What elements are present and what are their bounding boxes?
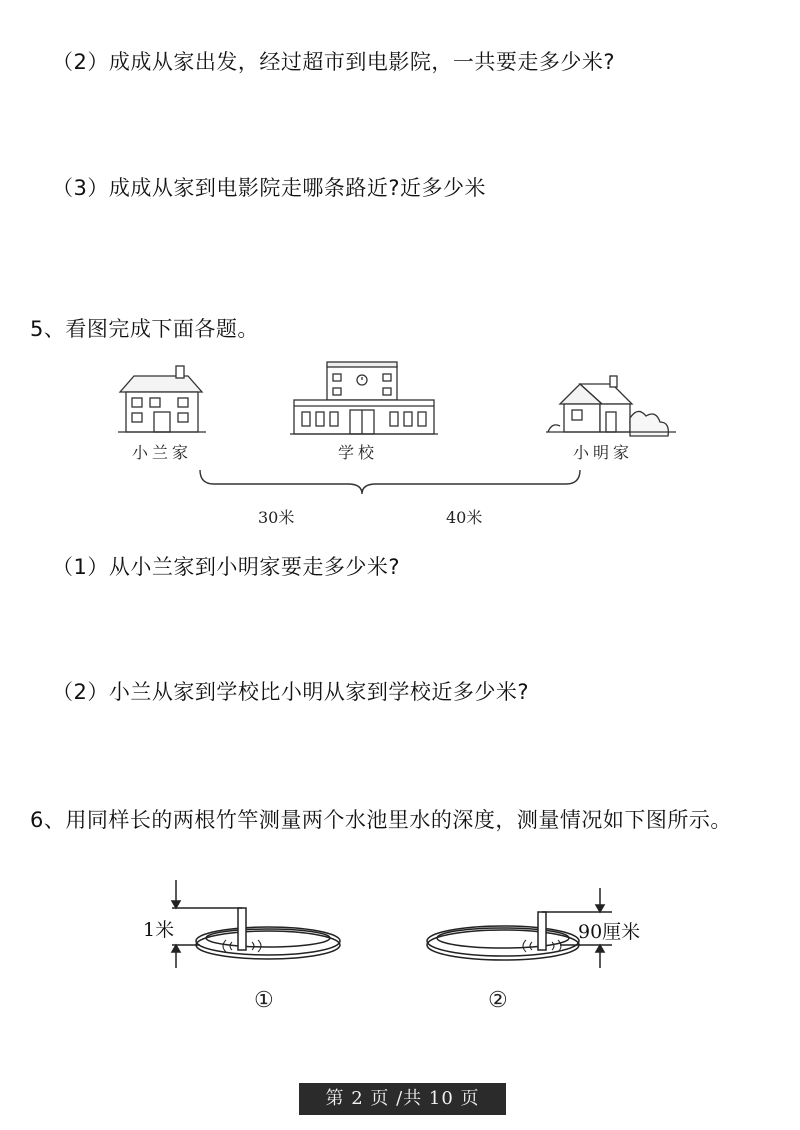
pool-2-marker: ② [488,988,508,1013]
pool-2-depth-label: 90厘米 [578,921,641,943]
xiaolan-home-label: 小兰家 [132,443,193,462]
distance-40-label: 40米 [446,508,483,527]
xiaoming-home-label: 小明家 [573,443,634,462]
question-5-1: （1）从小兰家到小明家要走多少米? [52,555,401,579]
distance-30-label: 30米 [258,508,295,527]
pool-1-depth-label: 1米 [143,919,175,941]
question-4-2: （2）成成从家出发，经过超市到电影院，一共要走多少米? [52,50,616,74]
pool-1-marker: ① [254,988,274,1013]
question-4-3: （3）成成从家到电影院走哪条路近?近多少米 [52,176,487,200]
pool-1-icon [172,880,340,968]
question-6: 6、用同样长的两根竹竿测量两个水池里水的深度，测量情况如下图所示。 [30,808,732,832]
school-label: 学校 [338,443,379,462]
question-5-title: 5、看图完成下面各题。 [30,317,259,341]
page-number: 第 2 页 /共 10 页 [299,1083,506,1115]
question-5-2: （2）小兰从家到学校比小明从家到学校近多少米? [52,680,530,704]
